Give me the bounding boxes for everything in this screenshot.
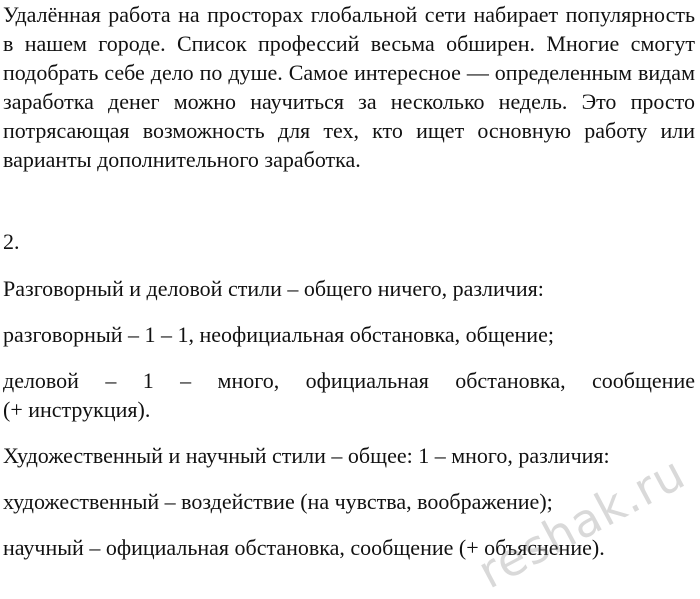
watermark: reshak.ru	[469, 445, 694, 599]
line-colloquial-style: разговорный – 1 – 1, неофициальная обстановка, общение;	[3, 322, 554, 347]
line-business-style-continued: (+ инструкция).	[3, 397, 151, 422]
line-artistic-style: художественный – воздействие (на чувства, воображение);	[3, 489, 553, 514]
document-page	[3, 0, 695, 562]
intro-paragraph: Удалённая работа на просторах глобальной сети набирает популярность в нашем городе. Список профессий весьма обширен. Многие смогут подобрать себе дело по душе. Самое интересное — определенным видам заработка денег можно научиться за несколько недель. Это просто потрясающая возможность для тех, кто ищет основную работу или варианты дополнительного заработка.	[3, 2, 695, 172]
line-business-style: деловой – 1 – много, официальная обстановка, сообщение	[3, 368, 695, 393]
section-number: 2.	[3, 229, 20, 254]
line-scientific-style: научный – официальная обстановка, сообщение (+ объяснение).	[3, 535, 605, 560]
line-artistic-scientific-heading: Художественный и научный стили – общее: 1 – много, различия:	[3, 443, 610, 468]
line-speech-styles-heading: Разговорный и деловой стили – общего ничего, различия:	[3, 276, 544, 301]
